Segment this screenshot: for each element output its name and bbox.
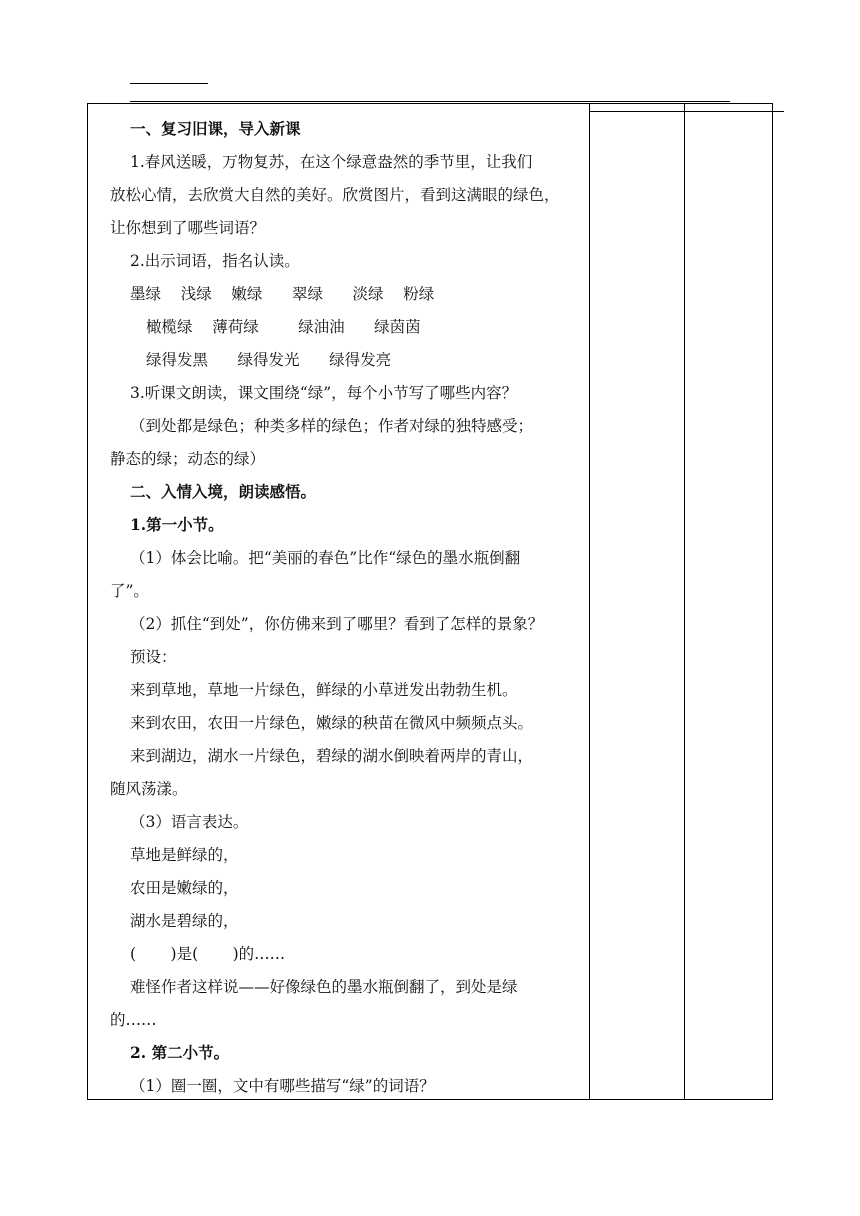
subsection-heading-1: 1.第一小节。 bbox=[130, 515, 224, 534]
paragraph-line: （1）体会比喻。把“美丽的春色”比作“绿色的墨水瓶倒翻 bbox=[130, 549, 521, 567]
lesson-table bbox=[87, 103, 773, 1100]
paragraph-line: 2.出示词语，指名认读。 bbox=[130, 252, 300, 270]
paragraph-line: 来到草地，草地一片绿色，鲜绿的小草迸发出勃勃生机。 bbox=[130, 681, 518, 699]
header-long-rule bbox=[130, 101, 730, 102]
paragraph-line: （到处都是绿色；种类多样的绿色；作者对绿的独特感受； bbox=[130, 417, 534, 435]
paragraph-line: 静态的绿；动态的绿） bbox=[110, 450, 266, 468]
paragraph-line: 了”。 bbox=[110, 582, 149, 600]
paragraph-line: 来到农田，农田一片绿色，嫩绿的秧苗在微风中频频点头。 bbox=[130, 714, 534, 732]
paragraph-line: 预设： bbox=[130, 648, 177, 666]
word-list-line: 绿得发黑 绿得发光 绿得发亮 bbox=[146, 351, 392, 369]
paragraph-line: 来到湖边，湖水一片绿色，碧绿的湖水倒映着两岸的青山， bbox=[130, 747, 534, 765]
paragraph-line: （2）抓住“到处”，你仿佛来到了哪里？看到了怎样的景象？ bbox=[130, 615, 544, 633]
paragraph-line: 的…… bbox=[110, 1011, 157, 1029]
column-divider-1 bbox=[589, 104, 590, 1099]
paragraph-line: 湖水是碧绿的， bbox=[130, 912, 239, 930]
column-divider-2 bbox=[684, 104, 685, 1099]
paragraph-line: （3）语言表达。 bbox=[130, 813, 249, 831]
section-heading-reading: 二、入情入境，朗读感悟。 bbox=[130, 482, 317, 501]
paragraph-line: （1）圈一圈，文中有哪些描写“绿”的词语？ bbox=[130, 1077, 435, 1095]
paragraph-line: 1.春风送暖，万物复苏，在这个绿意盎然的季节里，让我们 bbox=[130, 153, 533, 171]
header-short-rule bbox=[130, 83, 208, 84]
paragraph-line: 农田是嫩绿的， bbox=[130, 879, 239, 897]
subsection-heading-2: 2. 第二小节。 bbox=[130, 1043, 230, 1062]
fill-in-blank-line: ( )是( )的…… bbox=[130, 945, 286, 963]
paragraph-line: 随风荡漾。 bbox=[110, 780, 188, 798]
paragraph-line: 让你想到了哪些词语？ bbox=[110, 219, 266, 237]
paragraph-line: 3.听课文朗读，课文围绕“绿”，每个小节写了哪些内容？ bbox=[130, 384, 518, 402]
paragraph-line: 放松心情，去欣赏大自然的美好。欣赏图片，看到这满眼的绿色， bbox=[110, 186, 560, 204]
word-list-line: 墨绿 浅绿 嫩绿 翠绿 淡绿 粉绿 bbox=[130, 285, 435, 303]
paragraph-line: 草地是鲜绿的， bbox=[130, 846, 239, 864]
word-list-line: 橄榄绿 薄荷绿 绿油油 绿茵茵 bbox=[146, 318, 421, 336]
section-heading-review: 一、复习旧课，导入新课 bbox=[130, 119, 301, 138]
paragraph-line: 难怪作者这样说——好像绿色的墨水瓶倒翻了，到处是绿 bbox=[130, 978, 518, 996]
